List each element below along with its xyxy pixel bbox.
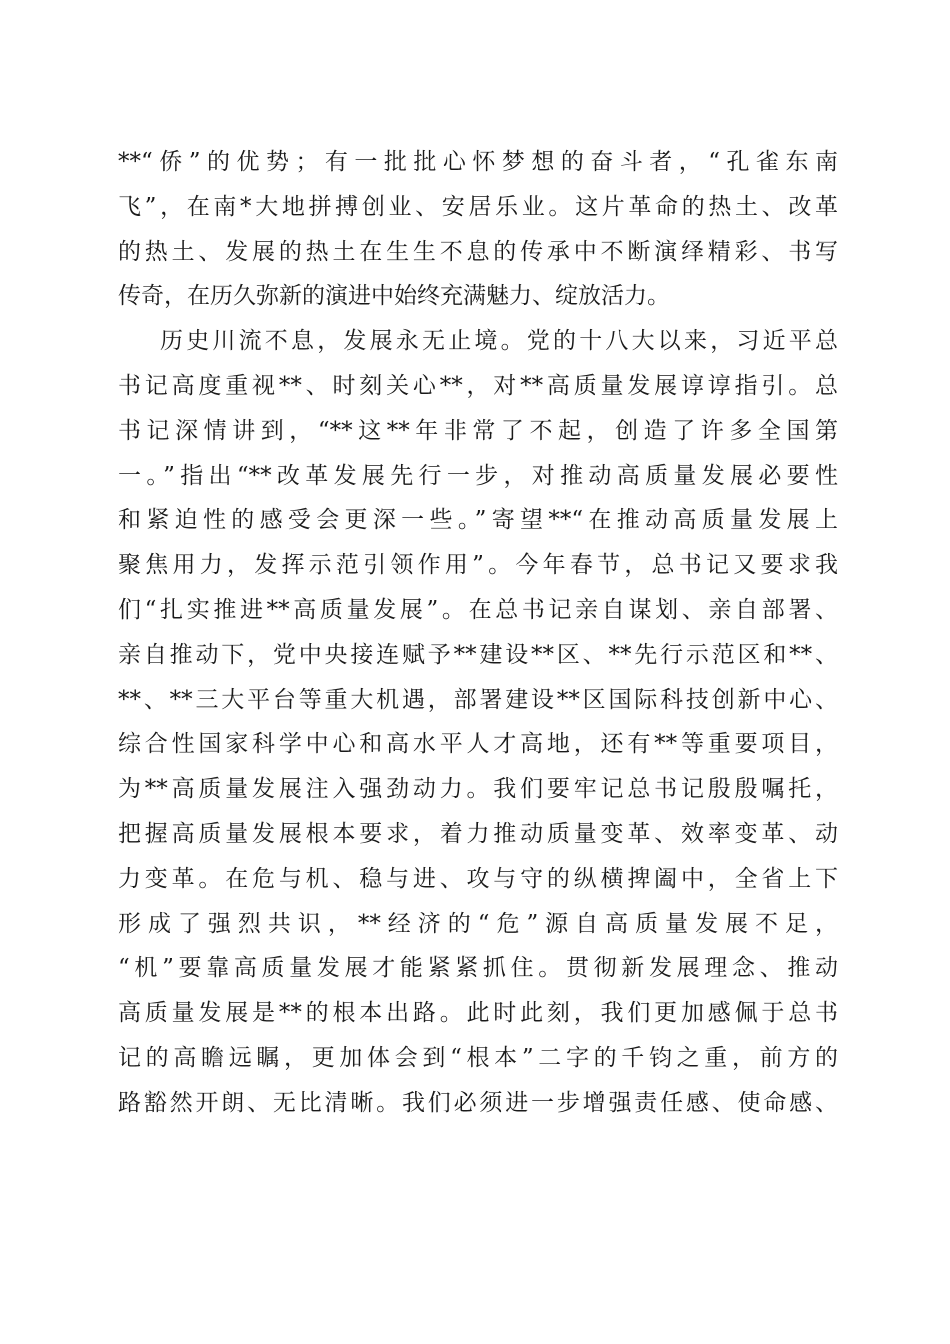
- paragraph-2-line-4: 一。”指出“**改革发展先行一步，对推动高质量发展必要性: [118, 462, 838, 489]
- paragraph-2-line-5: 和紧迫性的感受会更深一些。”寄望**“在推动高质量发展上: [118, 507, 838, 534]
- paragraph-2-line-7: 们“扎实推进**高质量发展”。在总书记亲自谋划、亲自部署、: [118, 596, 838, 623]
- paragraph-2-line-8: 亲自推动下，党中央接连赋予**建设**区、**先行示范区和**、: [118, 641, 838, 668]
- paragraph-2-line-1: 历史川流不息，发展永无止境。党的十八大以来，习近平总: [160, 328, 838, 355]
- paragraph-1-line-3: 的热土、发展的热土在生生不息的传承中不断演绎精彩、书写: [118, 238, 838, 265]
- paragraph-2-line-3: 书记深情讲到，“**这**年非常了不起，创造了许多全国第: [118, 417, 838, 444]
- paragraph-2-line-9: **、**三大平台等重大机遇，部署建设**区国际科技创新中心、: [118, 686, 838, 713]
- document-body: [118, 140, 838, 1126]
- paragraph-2-line-14: 形成了强烈共识，**经济的“危”源自高质量发展不足，: [118, 910, 838, 937]
- paragraph-1-line-2: 飞”，在南*大地拼搏创业、安居乐业。这片革命的热土、改革: [118, 193, 838, 220]
- paragraph-2-line-13: 力变革。在危与机、稳与进、攻与守的纵横捭阖中，全省上下: [118, 865, 838, 892]
- paragraph-1-line-1: **“侨”的优势；有一批批心怀梦想的奋斗者，“孔雀东南: [118, 149, 838, 175]
- paragraph-2-line-11: 为**高质量发展注入强劲动力。我们要牢记总书记殷殷嘱托，: [118, 776, 838, 803]
- paragraph-1-line-4: 传奇，在历久弥新的演进中始终充满魅力、绽放活力。: [118, 283, 670, 310]
- paragraph-2-line-15: “机”要靠高质量发展才能紧紧抓住。贯彻新发展理念、推动: [118, 955, 838, 982]
- paragraph-2-line-17: 记的高瞻远瞩，更加体会到“根本”二字的千钧之重，前方的: [118, 1044, 838, 1071]
- paragraph-2-line-6: 聚焦用力，发挥示范引领作用”。今年春节，总书记又要求我: [118, 552, 838, 579]
- paragraph-2-line-10: 综合性国家科学中心和高水平人才高地，还有**等重要项目，: [118, 731, 838, 758]
- paragraph-2-line-18: 路豁然开朗、无比清晰。我们必须进一步增强责任感、使命感、: [118, 1089, 838, 1116]
- paragraph-2-line-2: 书记高度重视**、时刻关心**，对**高质量发展谆谆指引。总: [118, 372, 838, 399]
- paragraph-2-line-12: 把握高质量发展根本要求，着力推动质量变革、效率变革、动: [118, 820, 838, 847]
- paragraph-2-line-16: 高质量发展是**的根本出路。此时此刻，我们更加感佩于总书: [118, 1000, 838, 1027]
